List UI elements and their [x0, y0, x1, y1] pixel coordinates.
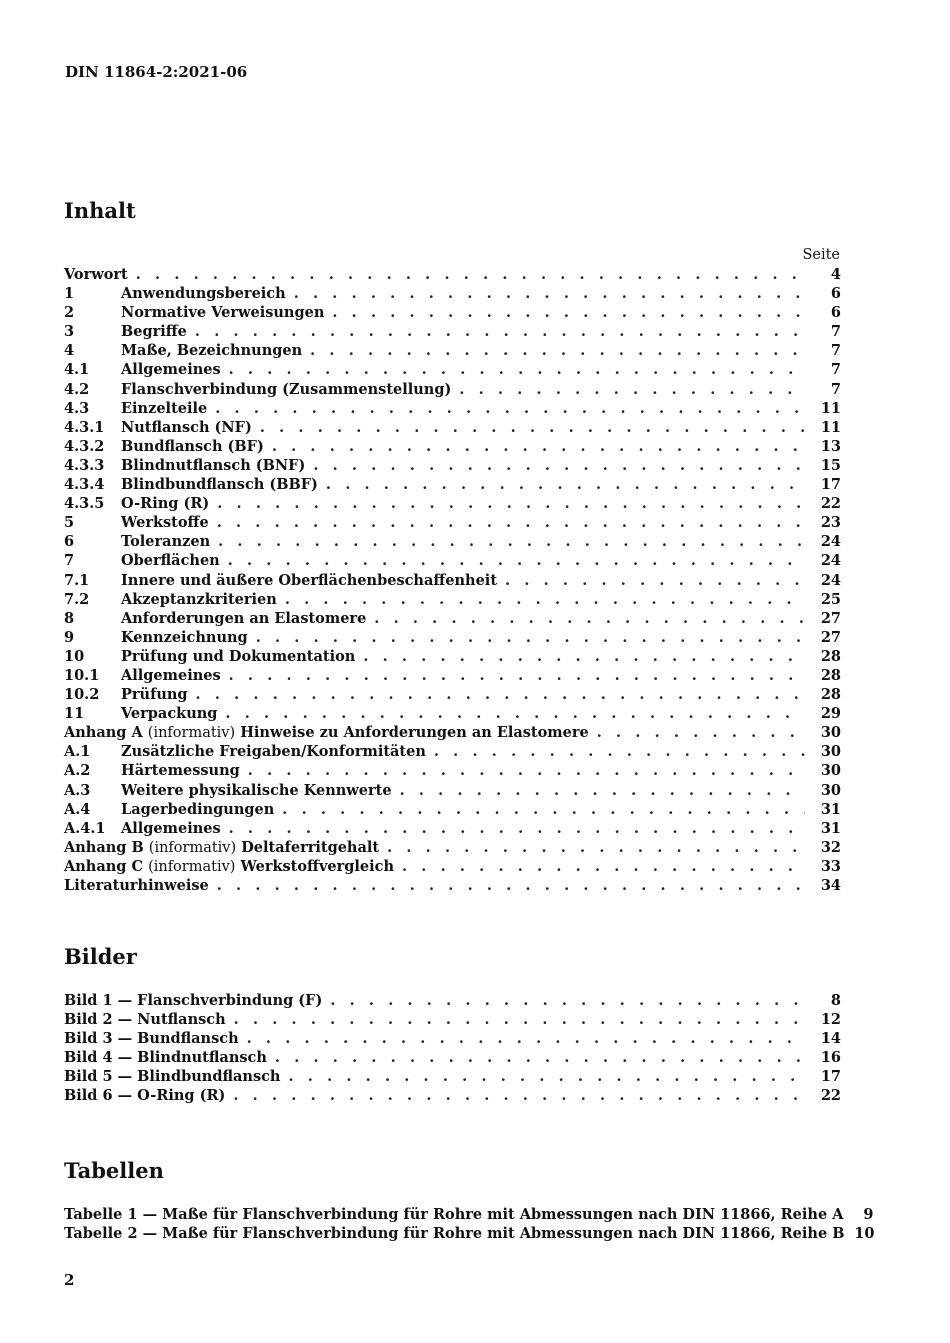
toc-entry[interactable]: [64, 1224, 875, 1243]
toc-entry-number: 10.2: [64, 686, 100, 704]
toc-entry-number: 4.3.4: [64, 476, 105, 494]
toc-entry[interactable]: [64, 475, 841, 494]
toc-entry-page: 13: [820, 437, 841, 455]
toc-entry-number: 4.3.3: [64, 456, 105, 474]
toc-entry[interactable]: [64, 685, 841, 704]
annex-label: Anhang B: [64, 838, 144, 856]
dot-leader: [217, 494, 805, 513]
dot-leader: [459, 380, 805, 399]
toc-entry-number: 3: [64, 323, 75, 341]
annex-title: Hinweise zu Anforderungen an Elastomere: [240, 724, 589, 742]
toc-entry-title: Maße, Bezeichnungen: [121, 342, 303, 360]
toc-entry-title: Zusätzliche Freigaben/Konformitäten: [121, 743, 426, 761]
toc-entry-title: Bild 2 — Nutflansch: [64, 1011, 226, 1029]
toc-entry-number: A.4: [64, 800, 91, 818]
document-id: DIN 11864-2:2021-06: [65, 63, 248, 81]
toc-entry-title: Oberflächen: [121, 552, 220, 570]
toc-entry-title: Weitere physikalische Kennwerte: [121, 781, 392, 799]
toc-entry-page: 6: [830, 304, 841, 322]
toc-entry-number: 7.1: [64, 571, 90, 589]
toc-entry-page: 17: [820, 476, 841, 494]
toc-entry-page: 6: [830, 285, 841, 303]
toc-entry-page: 30: [820, 762, 841, 780]
toc-entry[interactable]: [64, 1029, 841, 1048]
tables-heading: Tabellen: [64, 1158, 164, 1183]
dot-leader: [363, 647, 805, 666]
toc-entry[interactable]: [64, 284, 841, 303]
toc-entry-number: 4.1: [64, 361, 90, 379]
toc-entry-title: Allgemeines: [121, 361, 221, 379]
toc-entry-number: 11: [64, 705, 85, 723]
toc-entry-title: Akzeptanzkriterien: [121, 590, 277, 608]
dot-leader: [233, 1086, 805, 1105]
toc-entry-page: 9: [863, 1206, 874, 1223]
dot-leader: [217, 513, 805, 532]
toc-entry-page: 24: [820, 552, 841, 570]
toc-entry[interactable]: [64, 360, 841, 379]
toc-entry[interactable]: [64, 380, 841, 399]
toc-entry[interactable]: [64, 838, 841, 857]
toc-entry-number: 4.3: [64, 399, 90, 417]
toc-entry[interactable]: [64, 532, 841, 551]
toc-entry-number: A.4.1: [64, 819, 106, 837]
dot-leader: [374, 609, 805, 628]
dot-leader: [229, 666, 805, 685]
dot-leader: [218, 532, 805, 551]
toc-entry-title: Literaturhinweise: [64, 877, 209, 894]
toc-entry-title: Verpackung: [121, 705, 218, 723]
toc-entry-page: 27: [820, 609, 841, 627]
dot-leader: [288, 1067, 805, 1086]
dot-leader: [505, 571, 805, 590]
dot-leader: [228, 551, 805, 570]
toc-entry-number: 4.2: [64, 380, 90, 398]
toc-entry-page: 28: [820, 647, 841, 665]
toc-entry[interactable]: [64, 857, 841, 876]
toc-entry-page: 30: [820, 781, 841, 799]
toc-entry-title: Einzelteile: [121, 399, 208, 417]
dot-leader: [402, 857, 805, 876]
toc-entry-title: Bild 5 — Blindbundflansch: [64, 1068, 281, 1086]
toc-entry[interactable]: [64, 341, 841, 360]
toc-entry-title: Nutflansch (NF): [121, 418, 252, 436]
toc-entry-title: Bild 1 — Flanschverbindung (F): [64, 992, 323, 1009]
toc-entry[interactable]: [64, 1067, 841, 1086]
annex-label: Anhang A: [64, 724, 143, 742]
dot-leader: [313, 456, 805, 475]
toc-entry-title: Tabelle 2 — Maße für Flanschverbindung für Rohre mit Abmessungen nach DIN 11866, Reihe B: [64, 1225, 845, 1243]
toc-entry-page: 15: [820, 456, 841, 474]
toc-entry-number: 4.3.5: [64, 495, 105, 513]
toc-entry-page: 22: [820, 495, 841, 513]
dot-leader: [229, 360, 805, 379]
toc-entry-title: Vorwort: [64, 266, 128, 283]
dot-leader: [275, 1048, 805, 1067]
toc-entry-number: A.2: [64, 762, 91, 780]
toc-entry-number: A.1: [64, 743, 91, 761]
toc-entry-page: 16: [820, 1049, 841, 1067]
toc-entry-page: 28: [820, 666, 841, 684]
toc-entry-title: Allgemeines: [121, 819, 221, 837]
toc-entry-number: 7: [64, 552, 75, 570]
toc-entry[interactable]: [64, 437, 841, 456]
toc-entry[interactable]: [64, 456, 841, 475]
toc-entry-page: 31: [820, 800, 841, 818]
toc-entry[interactable]: [64, 666, 841, 685]
dot-leader: [217, 876, 805, 895]
toc-entry-title: Prüfung und Dokumentation: [121, 647, 356, 665]
toc-entry-title: [64, 857, 394, 877]
toc-entry[interactable]: [64, 800, 841, 819]
toc-entry[interactable]: [64, 1048, 841, 1067]
toc-entry-title: Härtemessung: [121, 762, 240, 780]
toc-entry[interactable]: [64, 876, 841, 895]
toc-entry-title: Flanschverbindung (Zusammenstellung): [121, 380, 452, 398]
toc-entry-page: 8: [830, 992, 841, 1009]
toc-entry-title: Anforderungen an Elastomere: [121, 609, 367, 627]
toc-entry-page: 33: [820, 857, 841, 875]
toc-entry-number: 1: [64, 285, 75, 303]
toc-entry-number: 5: [64, 514, 75, 532]
toc-entry-title: Bild 3 — Bundflansch: [64, 1030, 239, 1048]
table-of-contents: [64, 265, 841, 895]
list-of-tables: [64, 1205, 875, 1243]
toc-entry-title: Tabelle 1 — Maße für Flanschverbindung für Rohre mit Abmessungen nach DIN 11866, Reihe A: [64, 1206, 844, 1223]
toc-entry-title: Normative Verweisungen: [121, 304, 325, 322]
annex-informative: (informativ): [148, 839, 237, 856]
annex-informative: (informativ): [148, 858, 236, 875]
toc-entry[interactable]: [64, 1010, 841, 1029]
dot-leader: [196, 685, 805, 704]
annex-label: Anhang C: [64, 857, 143, 875]
toc-entry-page: 10: [854, 1225, 875, 1243]
toc-entry[interactable]: [64, 1205, 874, 1224]
toc-entry[interactable]: [64, 494, 841, 513]
toc-entry-page: 28: [820, 686, 841, 704]
toc-entry[interactable]: [64, 571, 841, 590]
toc-entry-page: 14: [820, 1030, 841, 1048]
toc-entry[interactable]: [64, 781, 841, 800]
annex-title: Werkstoffvergleich: [240, 857, 394, 875]
toc-entry-title: Toleranzen: [121, 533, 211, 551]
toc-entry-title: Bundflansch (BF): [121, 437, 264, 455]
toc-entry-number: 4.3.1: [64, 418, 105, 436]
annex-title: Deltaferritgehalt: [241, 838, 380, 856]
toc-entry[interactable]: [64, 303, 841, 322]
toc-entry-title: Werkstoffe: [121, 514, 209, 532]
toc-entry[interactable]: [64, 628, 841, 647]
toc-entry[interactable]: [64, 399, 841, 418]
toc-entry[interactable]: [64, 513, 841, 532]
dot-leader: [294, 284, 805, 303]
toc-entry-number: 4.3.2: [64, 437, 105, 455]
toc-entry[interactable]: [64, 761, 841, 780]
toc-entry-page: 29: [820, 705, 841, 723]
dot-leader: [330, 991, 805, 1010]
toc-entry[interactable]: [64, 418, 841, 437]
dot-leader: [247, 1029, 805, 1048]
page-number: 2: [64, 1271, 75, 1289]
toc-entry-title: Kennzeichnung: [121, 628, 248, 646]
toc-entry[interactable]: [64, 322, 841, 341]
dot-leader: [248, 761, 805, 780]
toc-entry-page: 25: [820, 590, 841, 608]
dot-leader: [597, 723, 805, 742]
dot-leader: [434, 742, 805, 761]
toc-entry-title: Anwendungsbereich: [121, 285, 286, 303]
toc-entry[interactable]: [64, 991, 841, 1010]
toc-entry-number: 4: [64, 342, 75, 360]
contents-heading: Inhalt: [64, 198, 136, 223]
dot-leader: [215, 399, 805, 418]
dot-leader: [195, 322, 805, 341]
annex-informative: (informativ): [147, 725, 236, 742]
toc-entry-page: 30: [820, 743, 841, 761]
toc-entry-number: 7.2: [64, 590, 90, 608]
toc-entry[interactable]: [64, 742, 841, 761]
toc-entry-page: 23: [820, 514, 841, 532]
dot-leader: [387, 838, 805, 857]
dot-leader: [272, 437, 805, 456]
toc-entry-number: 2: [64, 304, 75, 322]
dot-leader: [282, 800, 805, 819]
toc-entry-page: 32: [820, 838, 841, 856]
toc-entry-page: 17: [820, 1068, 841, 1086]
toc-entry[interactable]: [64, 723, 841, 742]
toc-entry[interactable]: [64, 609, 841, 628]
dot-leader: [310, 341, 805, 360]
dot-leader: [332, 303, 805, 322]
toc-entry-page: 34: [820, 877, 841, 894]
toc-entry-title: Begriffe: [121, 323, 187, 341]
toc-entry-title: Blindnutflansch (BNF): [121, 456, 306, 474]
toc-entry-title: [64, 723, 589, 743]
figures-heading: Bilder: [64, 944, 137, 969]
toc-entry-page: 7: [830, 342, 841, 360]
toc-entry-page: 30: [820, 724, 841, 742]
toc-entry-title: Blindbundflansch (BBF): [121, 476, 318, 494]
toc-entry-page: 31: [820, 819, 841, 837]
toc-entry-number: 10: [64, 647, 85, 665]
dot-leader: [256, 628, 805, 647]
toc-entry-number: 9: [64, 628, 75, 646]
toc-entry[interactable]: [64, 590, 841, 609]
dot-leader: [326, 475, 805, 494]
toc-entry-page: 24: [820, 533, 841, 551]
toc-entry-title: Innere und äußere Oberflächenbeschaffenheit: [121, 571, 498, 589]
toc-entry[interactable]: [64, 647, 841, 666]
toc-entry-title: O-Ring (R): [121, 495, 210, 513]
toc-entry-number: A.3: [64, 781, 91, 799]
toc-entry-number: 8: [64, 609, 75, 627]
dot-leader: [260, 418, 805, 437]
toc-entry-page: 12: [820, 1011, 841, 1029]
page-column-label: Seite: [802, 247, 840, 263]
toc-entry-title: Prüfung: [121, 686, 188, 704]
list-of-figures: [64, 991, 841, 1106]
toc-entry-title: Bild 4 — Blindnutflansch: [64, 1049, 267, 1067]
dot-leader: [229, 819, 805, 838]
dot-leader: [234, 1010, 805, 1029]
toc-entry-title: Lagerbedingungen: [121, 800, 275, 818]
toc-entry-page: 11: [820, 399, 841, 417]
toc-entry-page: 7: [830, 323, 841, 341]
toc-entry-page: 27: [820, 628, 841, 646]
toc-entry[interactable]: [64, 704, 841, 723]
toc-entry-page: 7: [830, 380, 841, 398]
dot-leader: [285, 590, 805, 609]
dot-leader: [400, 781, 805, 800]
toc-entry-page: 22: [820, 1087, 841, 1105]
toc-entry-title: Bild 6 — O-Ring (R): [64, 1087, 226, 1105]
toc-entry-title: Allgemeines: [121, 666, 221, 684]
toc-entry[interactable]: [64, 1086, 841, 1105]
toc-entry-page: 24: [820, 571, 841, 589]
toc-entry[interactable]: [64, 265, 841, 284]
toc-entry-number: 6: [64, 533, 75, 551]
dot-leader: [136, 265, 805, 284]
toc-entry-number: 10.1: [64, 666, 100, 684]
toc-entry-page: 11: [820, 418, 841, 436]
toc-entry-page: 4: [830, 266, 841, 283]
dot-leader: [225, 704, 805, 723]
toc-entry-page: 7: [830, 361, 841, 379]
toc-entry[interactable]: [64, 819, 841, 838]
toc-entry[interactable]: [64, 551, 841, 570]
toc-entry-title: [64, 838, 379, 858]
